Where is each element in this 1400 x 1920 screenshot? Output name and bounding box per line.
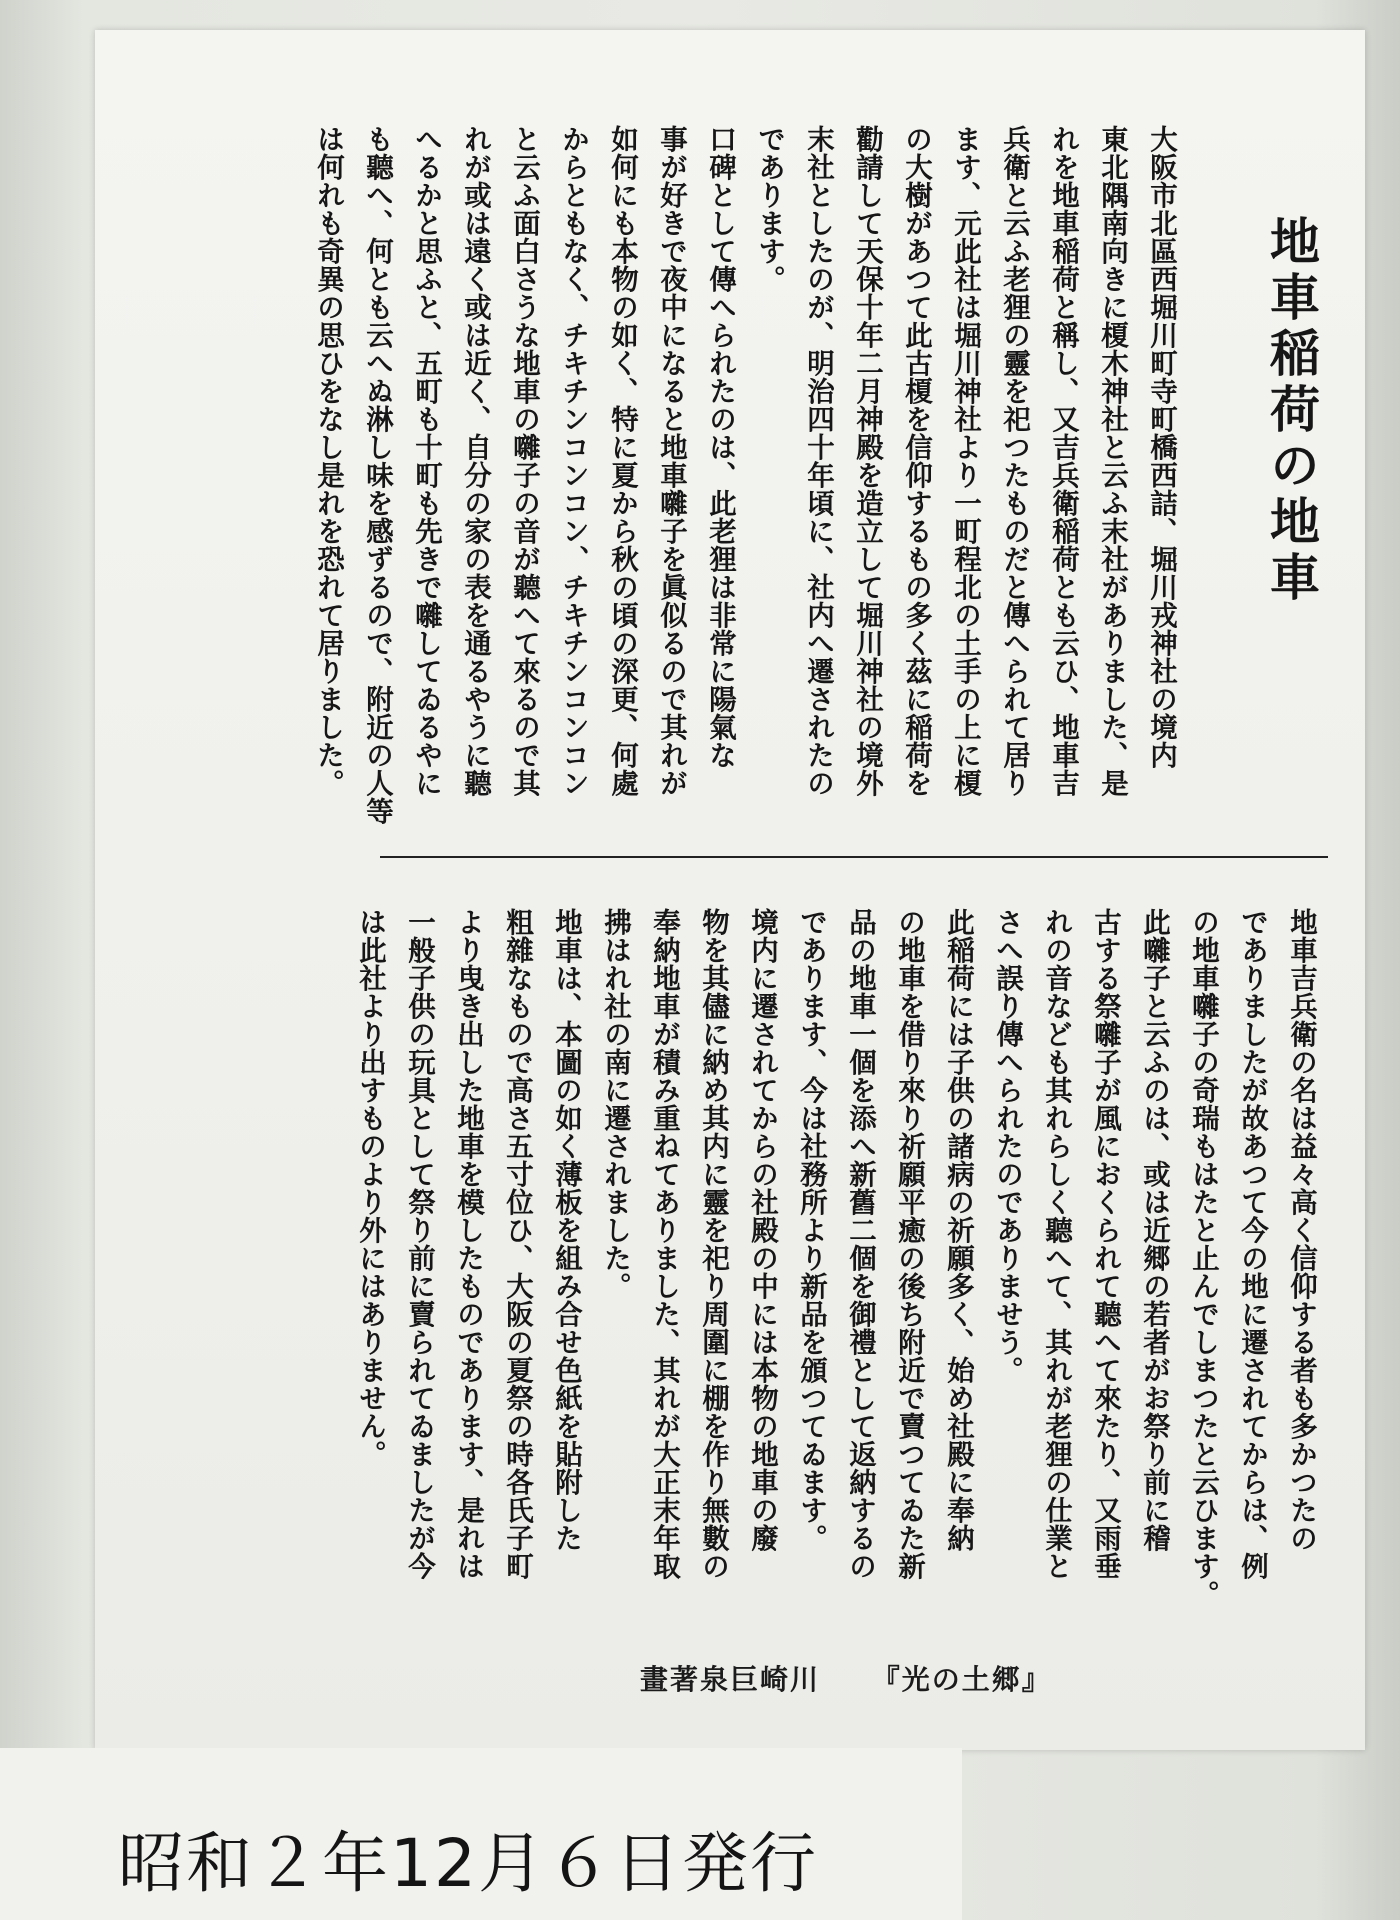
source-citation bbox=[640, 1658, 1100, 1698]
source-book-title: 『光の土郷』 bbox=[871, 1663, 1052, 1696]
top-article-text: 大阪市北區西堀川町寺町橋西詰、堀川戎神社の境内 東北隅南向きに榎木神社と云ふ末社がありました、是 れを地車稲荷と稱し、又吉兵衛稲荷とも云ひ、地車吉 兵衛と云ふ老狸の靈を祀つたものだと傳へられて居り ます、元此社は堀川神社より一町程北の土手の上に榎 の大樹があつて此古榎を信仰するもの多く茲に稲荷を 勸請して天保十年二月神殿を造立して堀川神社の境外 末社としたのが、明治四十年頃に、社内へ遷されたの であります。 口碑として傳へられたのは、此老狸は非常に陽氣な 事が好きで夜中になると地車囃子を眞似るので其れが 如何にも本物の如く、特に夏から秋の頃の深更、何處 からともなく、チキチンコンコン、チキチンコンコン と云ふ面白さうな地車の囃子の音が聽へて來るので其 れが或は遠く或は近く、自分の家の表を通るやうに聽 へるかと思ふと、五町も十町も先きで囃してゐるやに も聽へ、何とも云へぬ淋し味を感ずるので、附近の人等 は何れも奇異の思ひをなし是れを恐れて居りました。 bbox=[312, 125, 1177, 825]
document-sheet bbox=[95, 30, 1365, 1750]
bottom-article-text: 地車吉兵衛の名は益々高く信仰する者も多かつたの でありましたが故あつて今の地に遷されてからは、例 の地車囃子の奇瑞もはたと止んでしまつたと云ひます。 此囃子と云ふのは、或は近郷の若者がお祭り前に稽 古する祭囃子が風におくられて聽へて來たり、又雨垂 れの音なども其れらしく聽へて、其れが老狸の仕業と さへ誤り傳へられたのでありませう。 此稲荷には子供の諸病の祈願多く、始め社殿に奉納 の地車を借り來り祈願平癒の後ち附近で賣つてゐた新 品の地車一個を添へ新舊二個を御禮として返納するの であります、今は社務所より新品を頒つてゐます。 境内に遷されてからの社殿の中には本物の地車の廢 物を其儘に納め其内に靈を祀り周圍に棚を作り無數の 奉納地車が積み重ねてありました、其れが大正末年取 拂はれ社の南に遷されました。 地車は、本圖の如く薄板を組み合せ色紙を貼附した 粗雜なもので高さ五寸位ひ、大阪の夏祭の時各氏子町 より曳き出した地車を模したものであります、是れは 一般子供の玩具として祭り前に賣られてゐましたが今 は此社より出すものより外にはありません。 bbox=[354, 908, 1317, 1608]
document-title: 地車稲荷の地車 bbox=[1262, 215, 1321, 607]
section-divider bbox=[380, 856, 1328, 858]
publication-date: 昭和２年12月６日発行 bbox=[118, 1825, 818, 1902]
source-author: 畫著泉巨崎川 bbox=[640, 1663, 821, 1696]
